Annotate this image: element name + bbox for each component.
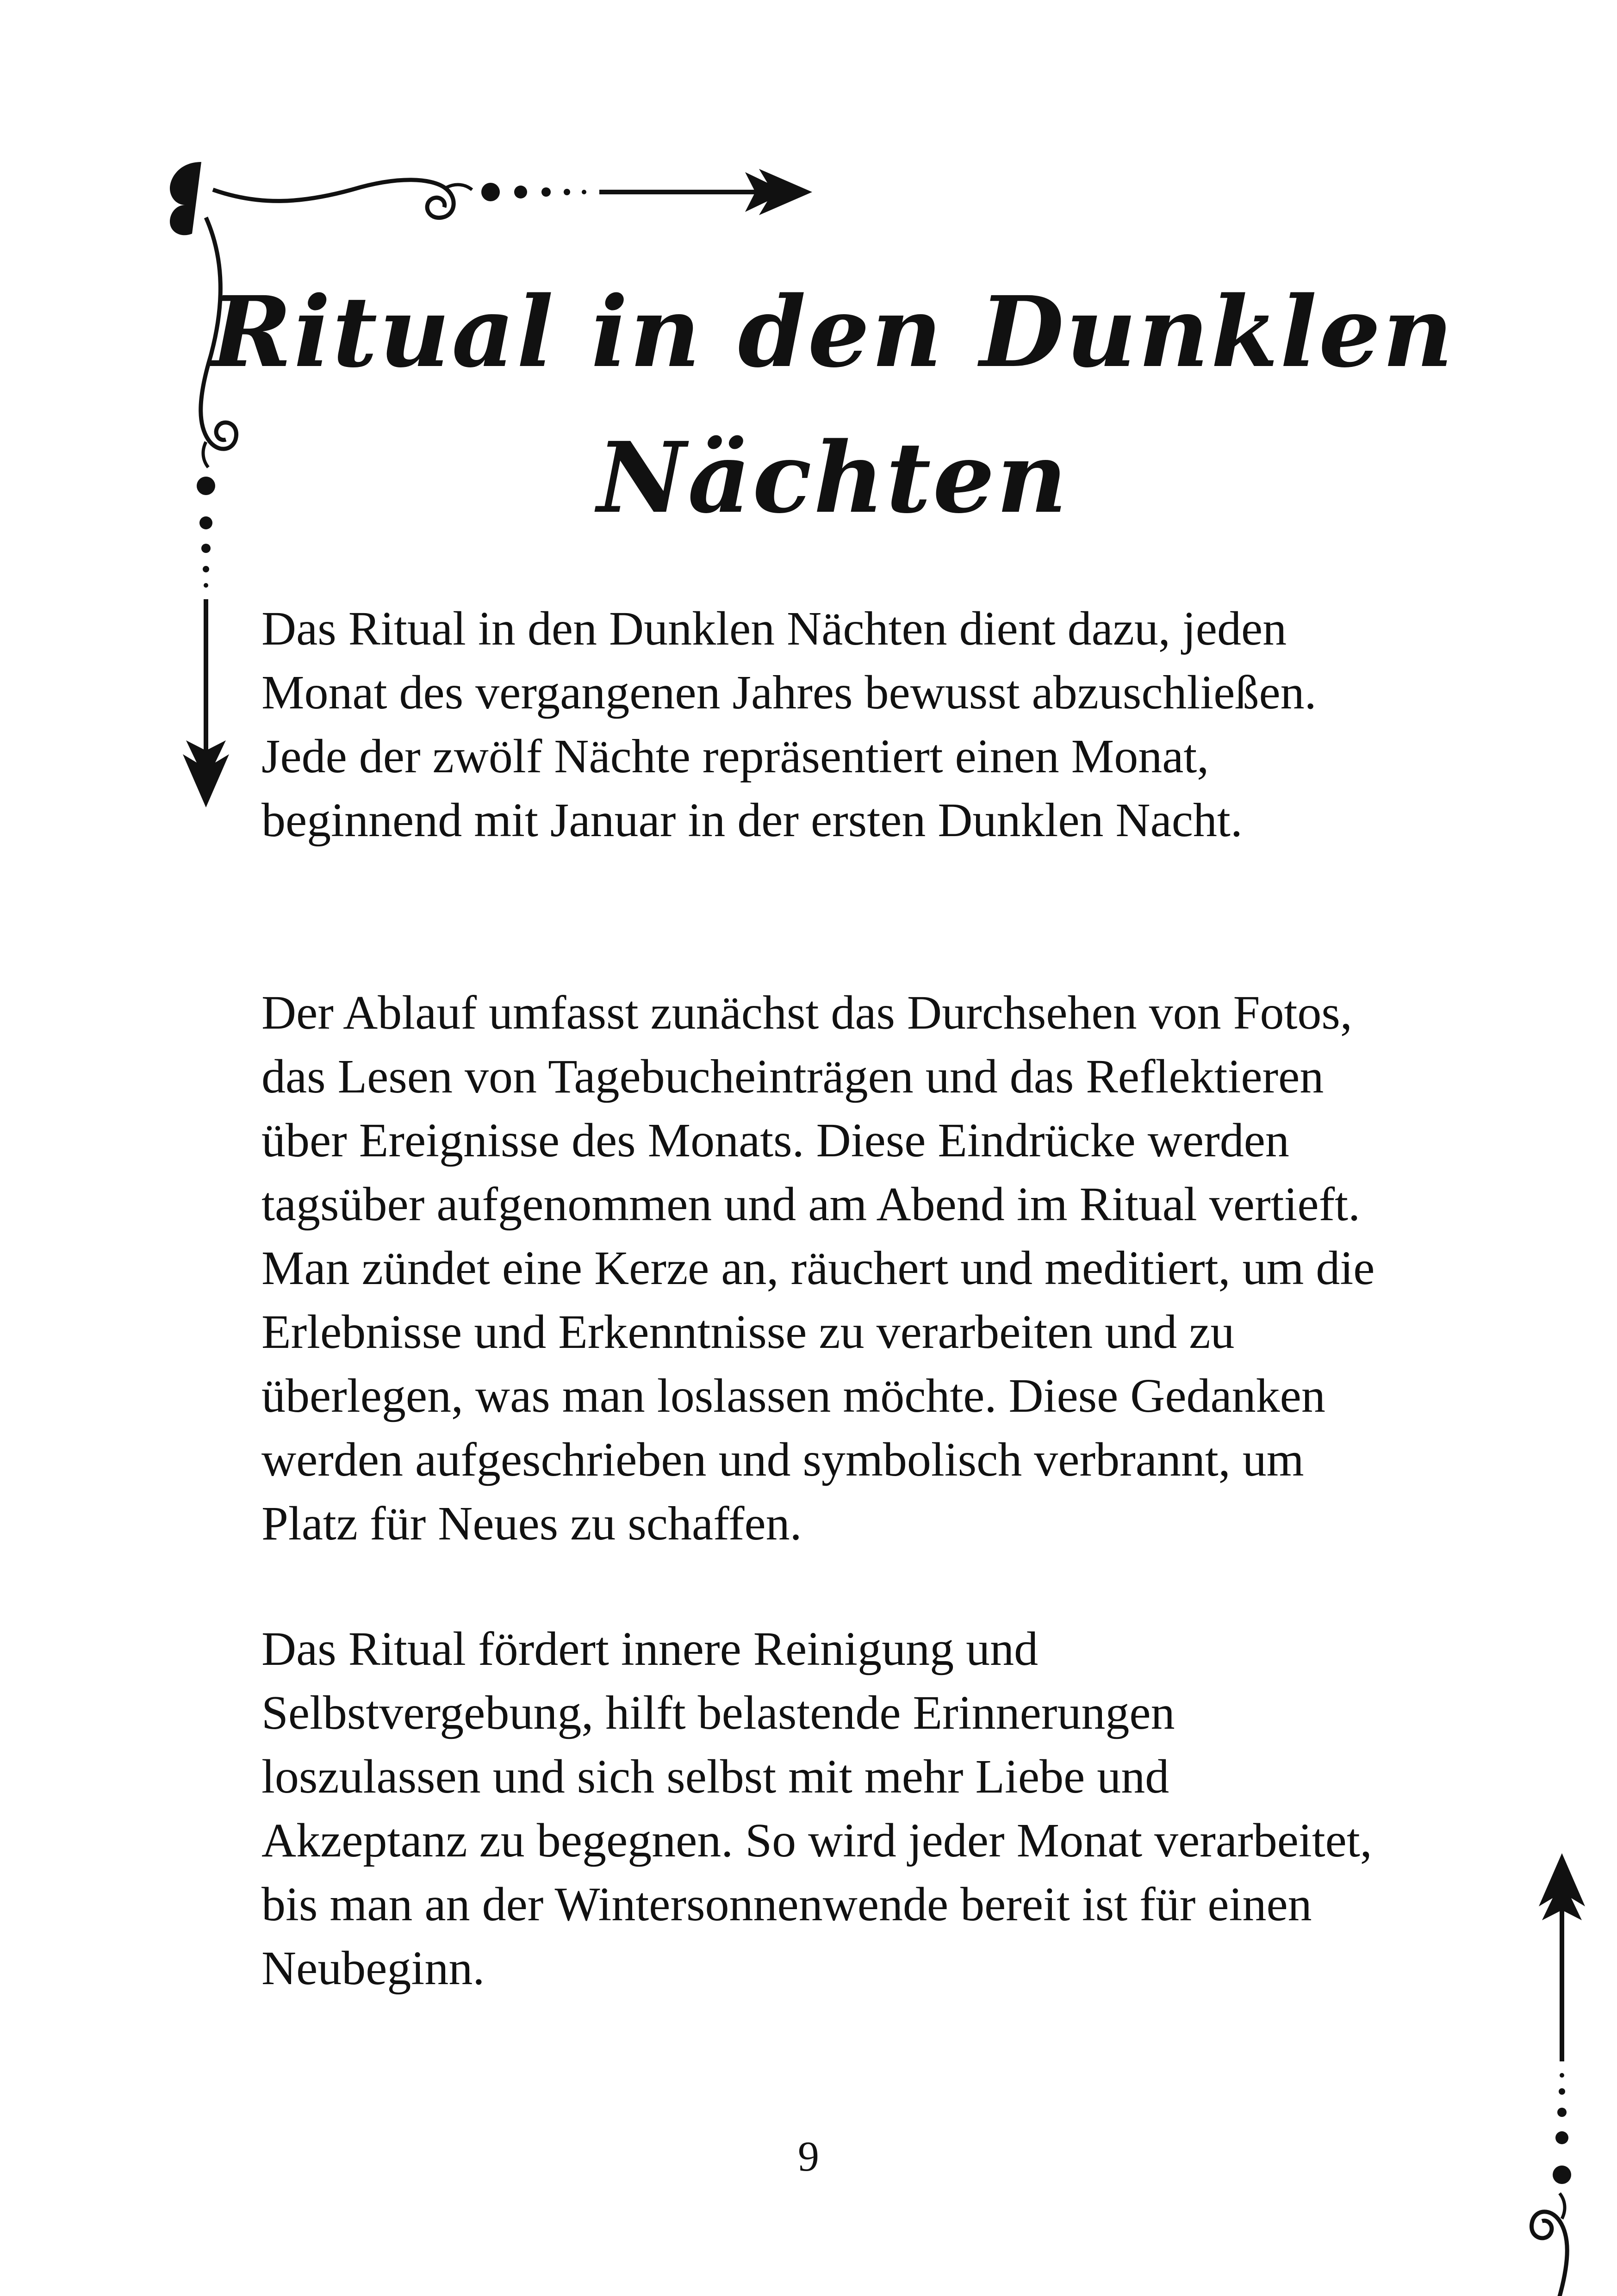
dot — [481, 183, 500, 201]
dot — [541, 187, 551, 197]
heart-icon — [170, 162, 201, 235]
dot — [514, 186, 527, 199]
dot — [1557, 2108, 1567, 2117]
dot — [1560, 2073, 1564, 2078]
dot — [582, 190, 586, 194]
swirl-arm-vertical — [1531, 2212, 1567, 2296]
swirl-arm-horizontal — [213, 180, 454, 218]
page-number: 9 — [798, 2133, 819, 2180]
page-title — [185, 259, 1481, 551]
page-title-line-2: Nächten — [597, 421, 1069, 535]
dot — [203, 566, 209, 572]
dot — [204, 583, 208, 588]
dot — [564, 189, 570, 195]
dot — [1559, 2088, 1565, 2095]
page-title-line-1: Ritual in den Dunklen — [211, 275, 1455, 389]
dot — [1555, 2131, 1568, 2144]
dot — [1553, 2166, 1571, 2184]
body-paragraph-2: Der Ablauf umfasst zunächst das Durchsehen von Fotos, das Lesen von Tagebucheinträgen und das Reflektieren über Ereignisse des Monats. Diese Eindrücke werden tagsüber aufgenommen und am Abend im Ritual vertieft. Man zündet eine Kerze an, räuchert und meditiert, um die Erlebnisse und Erkenntnisse zu verarbeiten und zu überlegen, was man loslassen möchte. Diese Gedanken werden aufgeschrieben und symbolisch verbrannt, um Platz für Neues zu schaffen. — [261, 986, 1375, 1550]
body-paragraph-3: Das Ritual fördert innere Reinigung und Selbstvergebung, hilft belastende Erinnerungen loszulassen und sich selbst mit mehr Liebe und Akzeptanz zu begegnen. So wird jeder Monat verarbeitet, bis man an der Wintersonnenwende bereit ist für einen Neubeginn. — [261, 1622, 1372, 1995]
body-paragraph-1: Das Ritual in den Dunklen Nächten dient dazu, jeden Monat des vergangenen Jahres bewusst abzuschließen. Jede der zwölf Nächte repräsentiert einen Monat, beginnend mit Januar in der ersten Dunklen Nacht. — [261, 602, 1317, 847]
